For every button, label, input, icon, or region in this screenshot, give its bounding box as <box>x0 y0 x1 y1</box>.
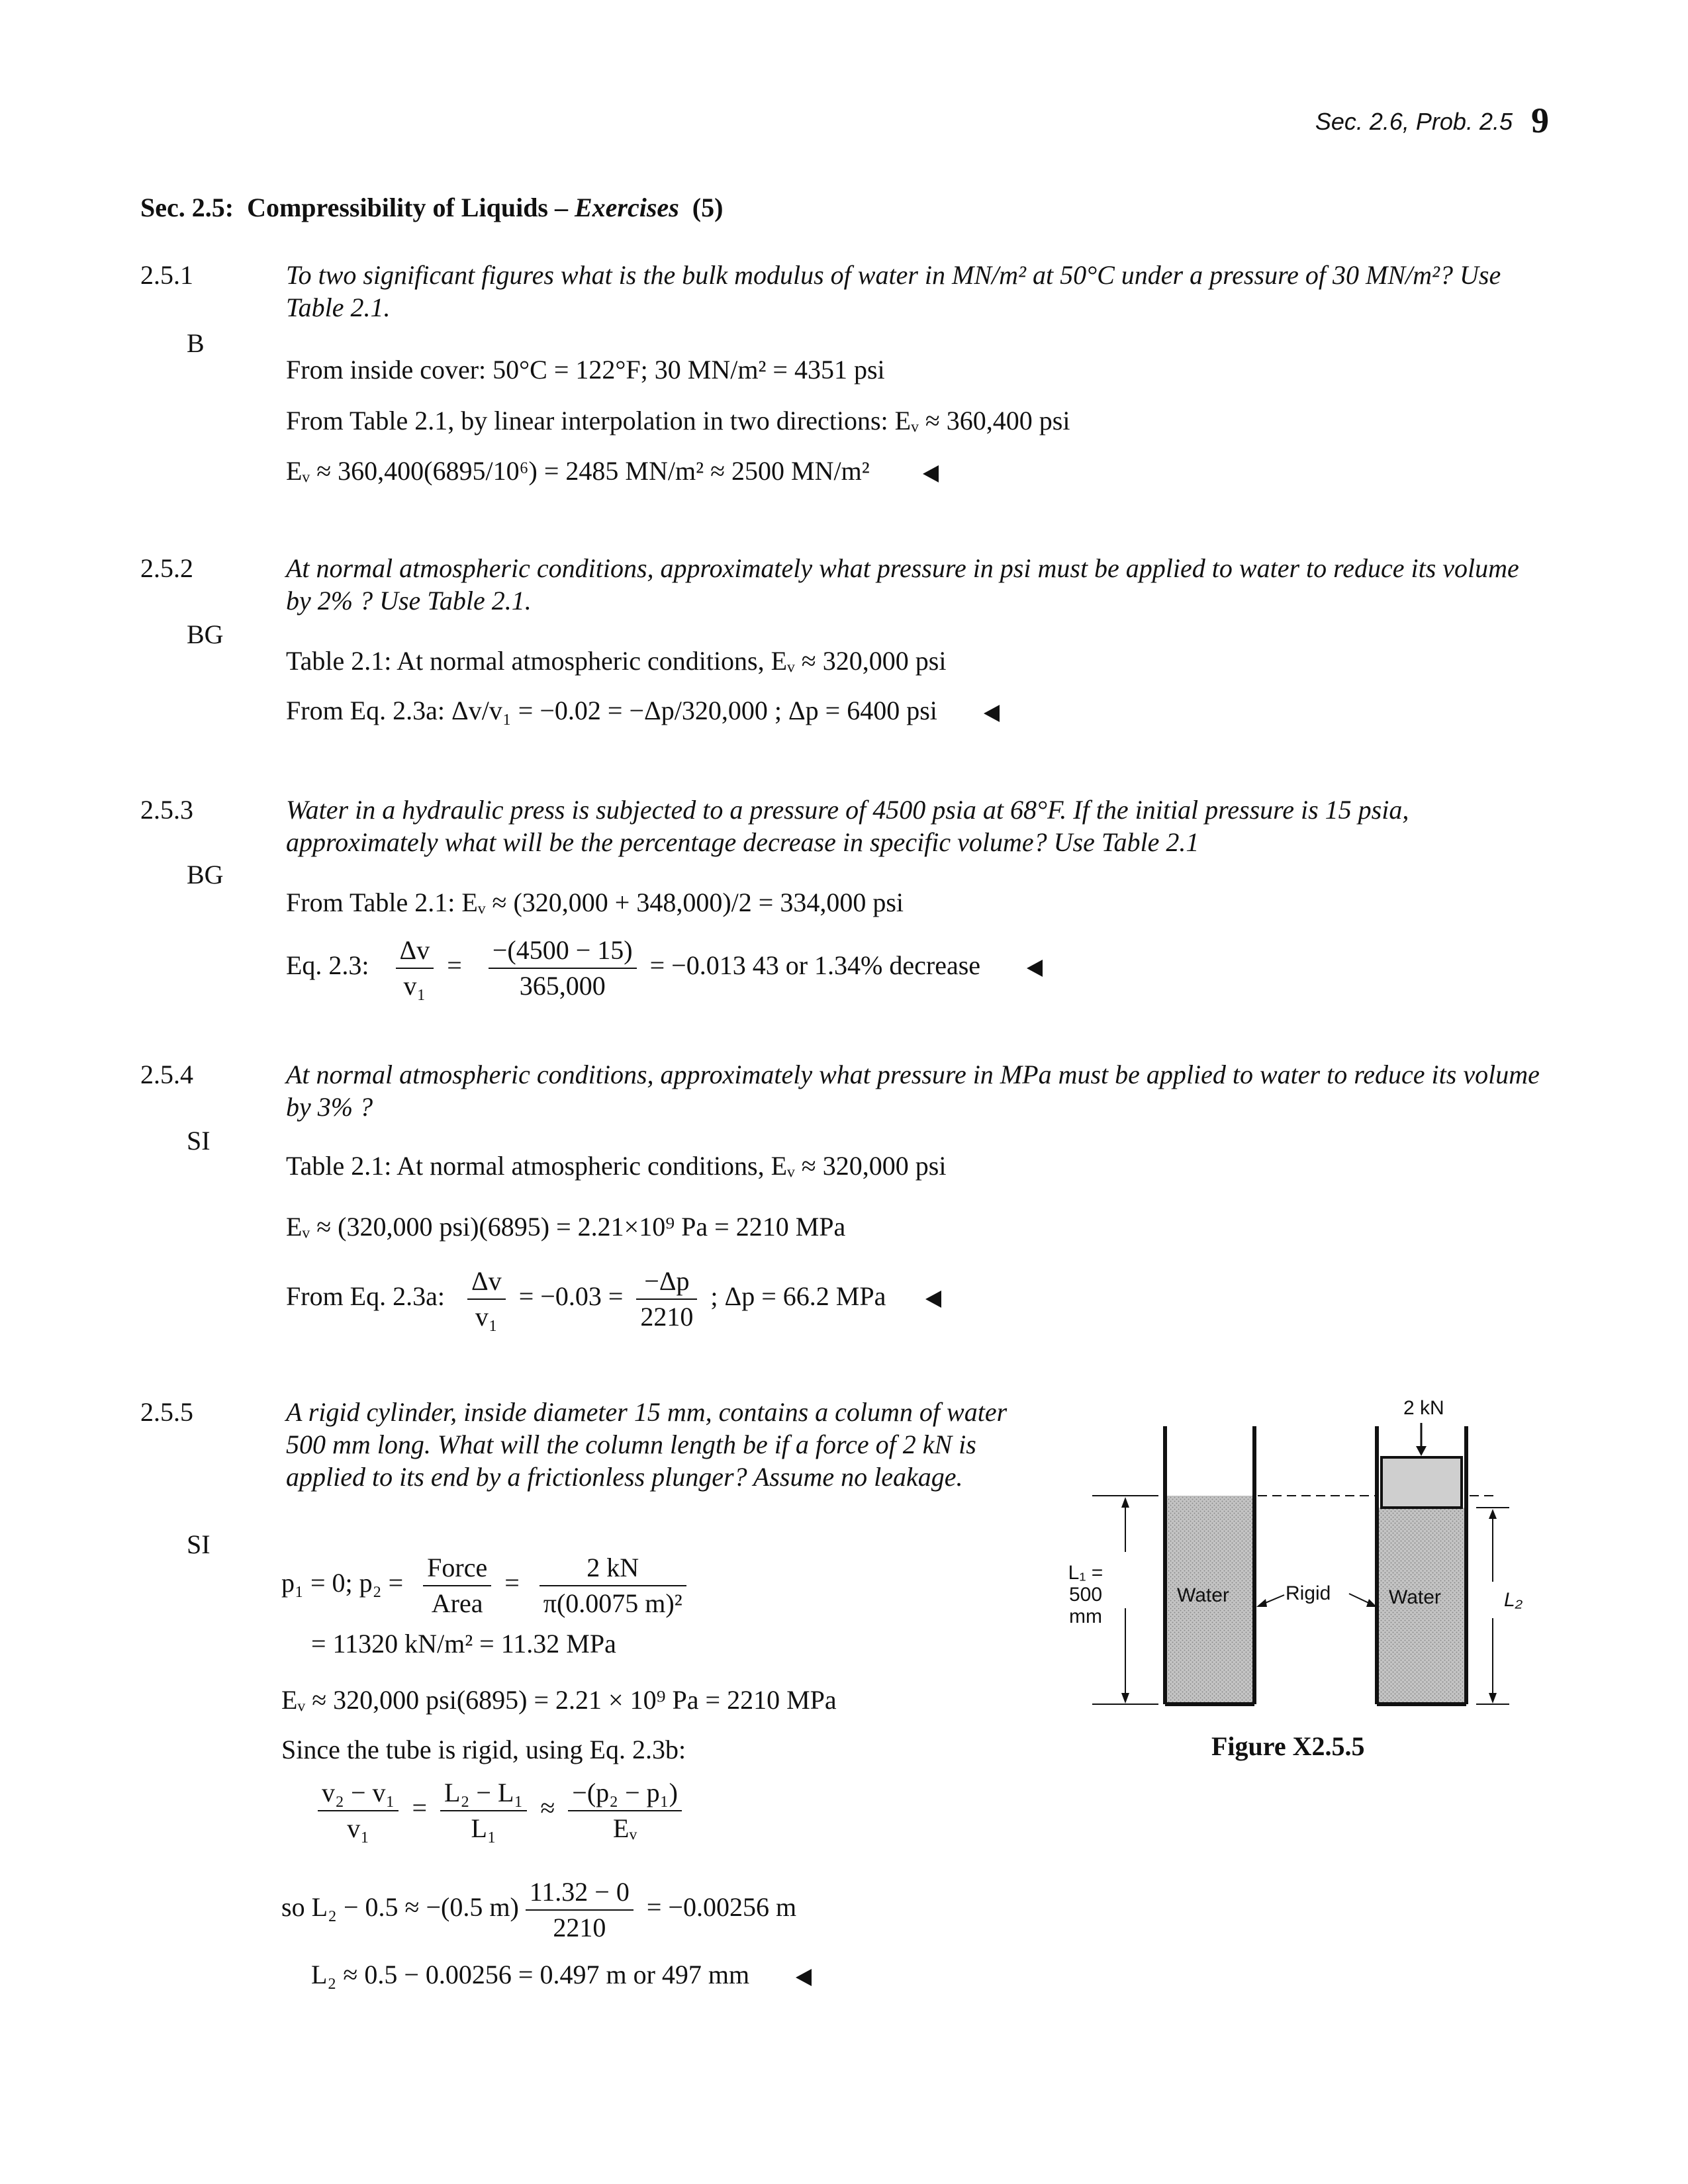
force-arrowhead-icon <box>1416 1446 1427 1456</box>
l2-arrowhead-icon <box>1489 1509 1497 1519</box>
l2-arrowhead-icon <box>1489 1693 1497 1704</box>
solution-line: From Eq. 2.3a: Δv/v₁ = −0.02 = −Δp/320,000 ; Δp = 6400 psi <box>286 695 1000 727</box>
l2-label: L₂ <box>1504 1589 1523 1611</box>
solution-line: From inside cover: 50°C = 122°F; 30 MN/m² = 4351 psi <box>286 355 885 385</box>
running-header <box>1315 99 1549 142</box>
answer-marker-icon <box>796 1969 812 1986</box>
fraction: $\frac{2 kN}{\text{π(0.0075 m)²}}$ <box>539 1552 686 1619</box>
solution-line: Eᵥ ≈ 360,400(6895/10⁶) = 2485 MN/m² ≈ 2500 MN/m² <box>286 455 939 487</box>
page-number: 9 <box>1531 101 1549 140</box>
water-label-left: Water <box>1177 1584 1229 1606</box>
figure-caption: Figure X2.5.5 <box>1211 1731 1365 1761</box>
problem-question: Water in a hydraulic press is subjected to a pressure of 4500 psia at 68°F. If the initial pressure is 15 psia, approximately what will be the percentage decrease in specific volume? Use Table 2.1 <box>286 795 1409 857</box>
l1-label: L₁ = 500 mm <box>1068 1562 1103 1627</box>
solution-line: = 11320 kN/m² = 11.32 MPa <box>311 1629 616 1659</box>
equation-line: From Eq. 2.3a: $\frac{\Delta v}{\text{v₁}}$ = −0.03 = $\frac{-\Delta p}{2210}$ ; Δp = 66.2 MPa <box>286 1265 941 1333</box>
answer-marker-icon <box>923 465 939 482</box>
figure-diagram <box>1053 1383 1549 1727</box>
problem-level: B <box>187 328 205 358</box>
equation-line: so L₂ − 0.5 ≈ −(0.5 m) $\frac{11.32 - 0}{2210}$ = −0.00256 m <box>281 1877 797 1942</box>
solution-line: Eᵥ ≈ (320,000 psi)(6895) = 2.21×10⁹ Pa = 2210 MPa <box>286 1212 846 1242</box>
solution-line: From Table 2.1: Eᵥ ≈ (320,000 + 348,000)/2 = 334,000 psi <box>286 887 904 917</box>
fraction: $\frac{\Delta v}{\text{v₁}}$ <box>467 1265 506 1333</box>
solution-line: Since the tube is rigid, using Eq. 2.3b: <box>281 1735 686 1764</box>
running-title: Sec. 2.6, Prob. 2.5 <box>1315 108 1513 135</box>
problem-question: To two significant figures what is the bulk modulus of water in MN/m² at 50°C under a pressure of 30 MN/m²? Use Table 2.1. <box>286 260 1501 322</box>
problem-number: 2.5.3 <box>140 795 193 825</box>
problem-level: BG <box>187 860 224 889</box>
fraction: $\frac{\text{v₂ − v₁}}{\text{v₁}}$ <box>318 1777 399 1844</box>
solution-line: Eᵥ ≈ 320,000 psi(6895) = 2.21 × 10⁹ Pa = 2210 MPa <box>281 1685 837 1715</box>
problem-number: 2.5.2 <box>140 553 193 583</box>
solution-line: L₂ ≈ 0.5 − 0.00256 = 0.497 m or 497 mm <box>311 1959 812 1991</box>
solution-line: Table 2.1: At normal atmospheric conditions, Eᵥ ≈ 320,000 psi <box>286 1151 947 1181</box>
fraction: $\frac{\text{−(p₂ − p₁)}}{\text{Eᵥ}}$ <box>568 1777 682 1844</box>
fraction: $\frac{11.32 - 0}{2210}$ <box>526 1876 633 1944</box>
solution-line: From Table 2.1, by linear interpolation in two directions: Eᵥ ≈ 360,400 psi <box>286 406 1070 435</box>
problem-level: BG <box>187 619 224 649</box>
problem-number: 2.5.4 <box>140 1060 193 1089</box>
section-heading: Sec. 2.5: Compressibility of Liquids – Exercises (5) <box>140 193 724 222</box>
fraction: $\frac{\Delta v}{\text{v₁}}$ <box>396 934 434 1002</box>
rigid-arrowhead-icon <box>1256 1599 1267 1607</box>
l1-arrowhead-icon <box>1121 1693 1129 1704</box>
figure-cylinders <box>1053 1383 1549 1735</box>
solution-line: Table 2.1: At normal atmospheric conditions, Eᵥ ≈ 320,000 psi <box>286 646 947 676</box>
answer-marker-icon <box>925 1291 941 1308</box>
fraction: $\frac{-\Delta p}{2210}$ <box>636 1265 697 1333</box>
problem-number: 2.5.5 <box>140 1397 193 1427</box>
problem-level: SI <box>187 1529 211 1559</box>
answer-marker-icon <box>984 705 1000 722</box>
problem-number: 2.5.1 <box>140 260 193 290</box>
plunger <box>1382 1457 1462 1508</box>
fraction: $\frac{-(4500 - 15)}{365,000}$ <box>489 934 637 1002</box>
answer-marker-icon <box>1027 960 1043 977</box>
l1-arrowhead-icon <box>1121 1497 1129 1508</box>
problem-question: At normal atmospheric conditions, approximately what pressure in MPa must be applied to water to reduce its volume by 3% ? <box>286 1060 1540 1122</box>
force-label: 2 kN <box>1403 1397 1444 1419</box>
problem-question: At normal atmospheric conditions, approximately what pressure in psi must be applied to water to reduce its volume by 2% ? Use Table 2.1. <box>286 553 1519 615</box>
rigid-label: Rigid <box>1286 1582 1331 1604</box>
water-label-right: Water <box>1389 1586 1441 1608</box>
fraction: $\frac{\text{L₂ − L₁}}{\text{L₁}}$ <box>440 1777 527 1844</box>
equation-line: $\frac{\text{v₂ − v₁}}{\text{v₁}}$ = $\frac{\text{L₂ − L₁}}{\text{L₁}}$ ≈ $\frac{\text{−(p₂ − p₁)}}{\text{Eᵥ}}$ <box>311 1777 688 1844</box>
equation-line: p₁ = 0; p₂ = $\frac{\text{Force}}{\text{Area}}$ = $\frac{2 kN}{\text{π(0.0075 m)²}}$ <box>281 1552 693 1619</box>
equation-line: Eq. 2.3: $\frac{\Delta v}{\text{v₁}}$ = $\frac{-(4500 - 15)}{365,000}$ = −0.013 43 or 1.34% decrease <box>286 934 1043 1002</box>
fraction: $\frac{\text{Force}}{\text{Area}}$ <box>423 1552 491 1619</box>
problem-level: SI <box>187 1126 211 1156</box>
problem-question: A rigid cylinder, inside diameter 15 mm, contains a column of water 500 mm long. What will the column length be if a force of 2 kN is applied to its end by a frictionless plunger? Assume no leakage. <box>286 1397 1008 1492</box>
